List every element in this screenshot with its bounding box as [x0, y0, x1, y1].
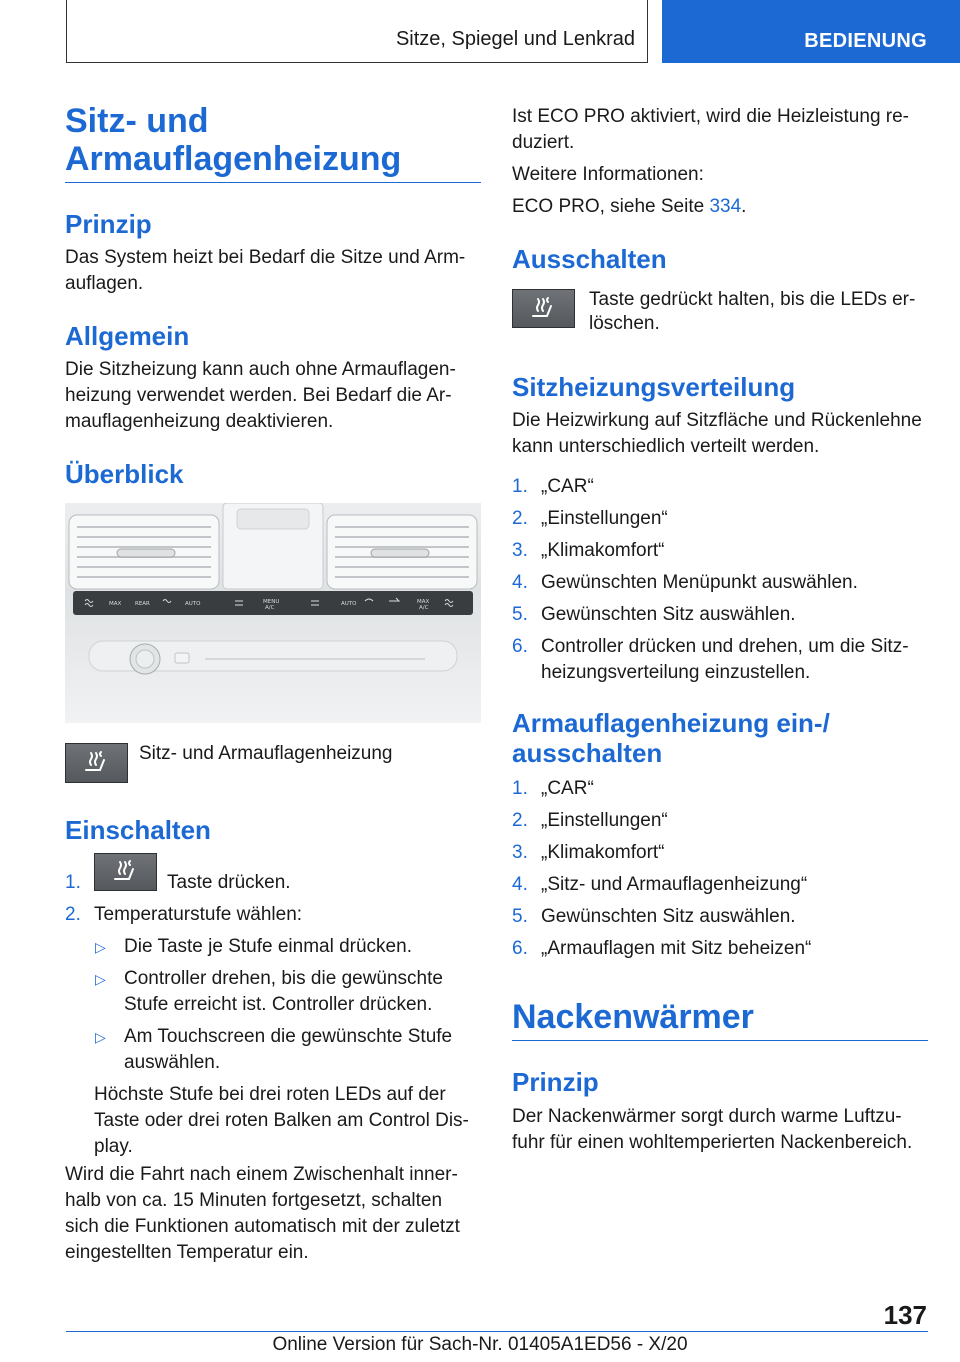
main-title-line2: Armauflagenheizung — [65, 140, 402, 178]
dist-step1-text: „CAR“ — [541, 476, 594, 497]
header-chapter-title: BEDIENUNG — [804, 30, 927, 52]
page-number: 137 — [883, 1300, 927, 1330]
panel-label-ac-right: A/C — [419, 605, 429, 611]
step1-button-icon — [94, 853, 157, 891]
arm-step2-number: 2. — [512, 810, 528, 831]
dist-step2-number: 2. — [512, 508, 528, 529]
panel-label-rear: REAR — [135, 601, 150, 607]
dist-step5-text: Gewünschten Sitz auswählen. — [541, 604, 796, 625]
panel-label-ac: A/C — [265, 605, 275, 611]
switch-on-heading: Einschalten — [65, 815, 211, 845]
dist-step4-number: 4. — [512, 572, 528, 593]
switch-off-text-1: Taste gedrückt halten, bis die LEDs er- — [589, 289, 916, 310]
bullet1-marker: ▷ — [95, 939, 106, 955]
general-text-1: Die Sitzheizung kann auch ohne Armauflagen- — [65, 359, 456, 380]
title-divider — [65, 182, 481, 183]
switch-off-button-icon — [512, 289, 575, 328]
footer-online-version: Online Version für Sach-Nr. 01405A1ED56 - X/20 — [272, 1334, 688, 1355]
resume-text-2: halb von ca. 15 Minuten fortgesetzt, schalten — [65, 1190, 443, 1211]
neck-principle-heading: Prinzip — [512, 1067, 599, 1097]
panel-label-max: MAX — [109, 601, 122, 607]
arm-step6-number: 6. — [512, 938, 528, 959]
principle-heading: Prinzip — [65, 209, 152, 239]
neck-text-1: Der Nackenwärmer sorgt durch warme Luftzu- — [512, 1106, 902, 1127]
dist-step4-text: Gewünschten Menüpunkt auswählen. — [541, 572, 858, 593]
header-chapter-box[interactable] — [662, 0, 960, 63]
header-section-box — [66, 0, 648, 63]
principle-text-1: Das System heizt bei Bedarf die Sitze und Arm- — [65, 247, 466, 268]
climate-panel-illustration — [65, 503, 481, 723]
seat-heating-icon — [529, 296, 559, 322]
eco-text-1: Ist ECO PRO aktiviert, wird die Heizleistung re- — [512, 106, 910, 127]
max-level-text-1: Höchste Stufe bei drei roten LEDs auf der — [94, 1084, 446, 1105]
arm-step1-number: 1. — [512, 778, 528, 799]
eco-text-2: duziert. — [512, 132, 575, 153]
arm-step3-number: 3. — [512, 842, 528, 863]
bullet1-text: Die Taste je Stufe einmal drücken. — [124, 936, 412, 957]
panel-label-auto: AUTO — [185, 601, 201, 607]
climate-panel-photo — [65, 503, 481, 723]
arm-step4-text: „Sitz- und Armauflagenheizung“ — [541, 874, 808, 895]
eco-reference-prefix: ECO PRO, siehe Seite — [512, 196, 710, 217]
bullet2-text-2: Stufe erreicht ist. Controller drücken. — [124, 994, 433, 1015]
arm-step5-text: Gewünschten Sitz auswählen. — [541, 906, 796, 927]
switch-off-text-2: löschen. — [589, 313, 660, 334]
dist-step3-text: „Klimakomfort“ — [541, 540, 665, 561]
resume-text-3: sich die Funktionen automatisch mit der zuletzt — [65, 1216, 460, 1237]
dist-step1-number: 1. — [512, 476, 528, 497]
arm-step2-text: „Einstellungen“ — [541, 810, 668, 831]
dist-step5-number: 5. — [512, 604, 528, 625]
icon-caption: Sitz- und Armauflagenheizung — [139, 743, 393, 764]
resume-text-4: eingestellten Temperatur ein. — [65, 1242, 309, 1263]
general-heading: Allgemein — [65, 321, 190, 351]
distribution-text-2: kann unterschiedlich verteilt werden. — [512, 436, 820, 457]
overview-heading: Überblick — [65, 459, 184, 489]
arm-step1-text: „CAR“ — [541, 778, 594, 799]
arm-step4-number: 4. — [512, 874, 528, 895]
resume-text-1: Wird die Fahrt nach einem Zwischenhalt inner- — [65, 1164, 458, 1185]
arm-step6-text: „Armauflagen mit Sitz beheizen“ — [541, 938, 812, 959]
dist-step6-text-1: Controller drücken und drehen, um die Sitz- — [541, 636, 909, 657]
max-level-text-3: play. — [94, 1136, 133, 1157]
armrest-heading-2: ausschalten — [512, 738, 663, 768]
panel-label-max-right: MAX — [417, 599, 430, 605]
panel-label-menu: MENU — [263, 599, 280, 605]
eco-reference — [512, 194, 746, 220]
distribution-text-1: Die Heizwirkung auf Sitzfläche und Rückenlehne — [512, 410, 922, 431]
main-title-line1: Sitz- und — [65, 102, 209, 140]
main-title — [65, 102, 481, 178]
arm-step3-text: „Klimakomfort“ — [541, 842, 665, 863]
dist-step3-number: 3. — [512, 540, 528, 561]
switch-off-heading: Ausschalten — [512, 244, 667, 274]
neck-text-2: fuhr für einen wohltemperierten Nackenbereich. — [512, 1132, 913, 1153]
principle-text-2: auflagen. — [65, 273, 144, 294]
bullet3-marker: ▷ — [95, 1029, 106, 1045]
bullet2-text-1: Controller drehen, bis die gewünschte — [124, 968, 443, 989]
panel-label-auto-right: AUTO — [341, 601, 357, 607]
neck-title-divider — [512, 1040, 928, 1041]
max-level-text-2: Taste oder drei roten Balken am Control Dis- — [94, 1110, 469, 1131]
bullet3-text-1: Am Touchscreen die gewünschte Stufe — [124, 1026, 453, 1047]
bullet2-marker: ▷ — [95, 971, 106, 987]
bullet3-text-2: auswählen. — [124, 1052, 221, 1073]
header-section-title: Sitze, Spiegel und Lenkrad — [395, 28, 635, 50]
step1-text: Taste drücken. — [167, 872, 291, 893]
dist-step6-text-2: heizungsverteilung einzustellen. — [541, 662, 811, 683]
more-info-label: Weitere Informationen: — [512, 164, 704, 185]
neck-warmer-title: Nackenwärmer — [512, 998, 754, 1036]
general-text-3: mauflagenheizung deaktivieren. — [65, 411, 334, 432]
seat-heating-icon — [111, 859, 141, 885]
general-text-2: heizung verwendet werden. Bei Bedarf die Ar- — [65, 385, 452, 406]
step1-number: 1. — [65, 872, 81, 893]
footer-divider — [66, 1331, 928, 1332]
step2-text: Temperaturstufe wählen: — [94, 904, 303, 925]
eco-page-link[interactable]: 334 — [709, 196, 742, 217]
step2-number: 2. — [65, 904, 81, 925]
seat-heating-button-icon — [65, 743, 128, 783]
dist-step2-text: „Einstellungen“ — [541, 508, 668, 529]
seat-heating-icon — [82, 750, 112, 776]
armrest-heading-1: Armauflagenheizung ein-/ — [512, 708, 830, 738]
eco-reference-suffix: . — [741, 196, 747, 217]
distribution-heading: Sitzheizungsverteilung — [512, 372, 796, 402]
dist-step6-number: 6. — [512, 636, 528, 657]
arm-step5-number: 5. — [512, 906, 528, 927]
